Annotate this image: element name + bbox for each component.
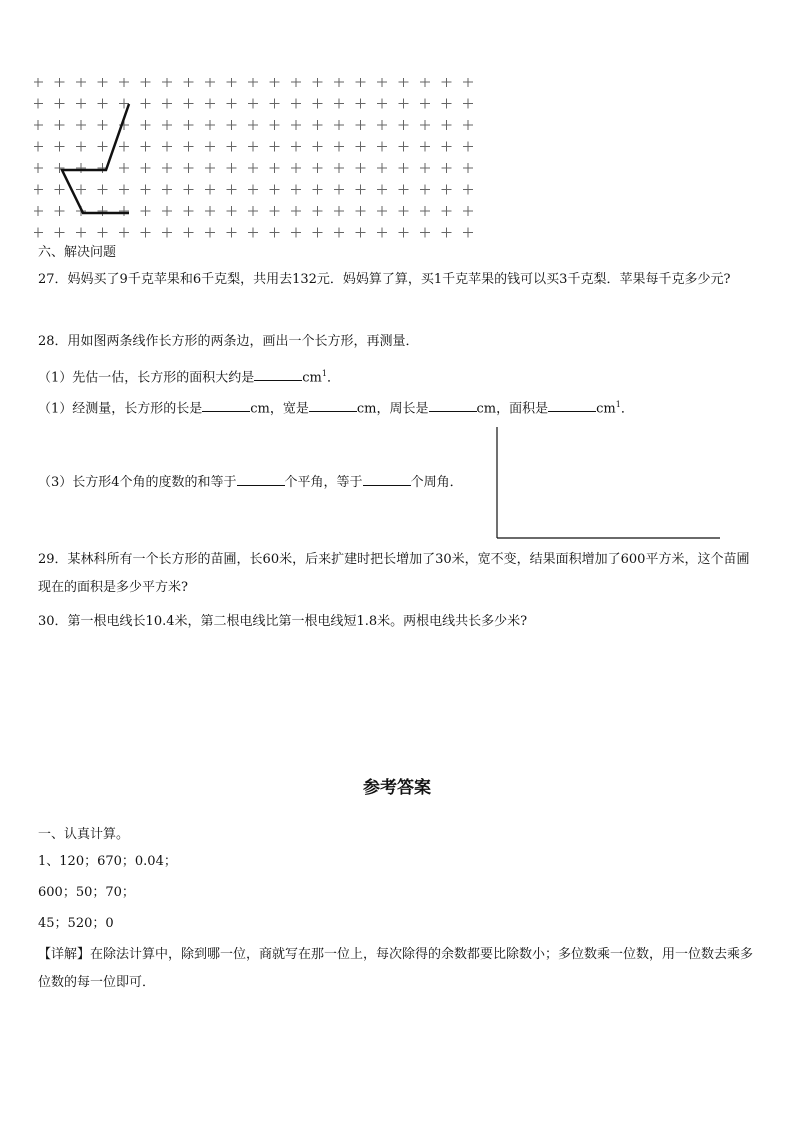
q28-p3-mid: 个平角，等于 [284,475,363,490]
q28-p2-len: cm，宽是 [250,401,309,417]
answer-line-2: 600；50；70； [38,885,135,900]
q28-p1-unit: cm [302,370,322,386]
question-28-part3 [38,473,463,492]
answers-section-1: 一、认真计算。 [38,827,130,842]
answer-blank[interactable] [202,399,250,412]
q28-p1-end: ． [326,370,340,386]
corner-lines-figure [496,425,726,543]
answer-blank[interactable] [548,399,596,412]
answers-title: 参考答案 [363,778,431,798]
grid-figure [34,78,484,240]
question-30: 30．第一根电线长10.4米，第二根电线比第一根电线短1.8米。两根电线共长多少米? [38,614,528,629]
q28-p1-text: （1）先估一估，长方形的面积大约是 [38,370,255,386]
section-heading: 六、解决问题 [38,245,117,260]
answer-blank[interactable] [309,399,357,412]
q28-p2-text: （1）经测量，长方形的长是 [38,401,203,417]
question-27: 27．妈妈买了9千克苹果和6千克梨，共用去132元．妈妈算了算，买1千克苹果的钱可以买3千克梨．苹果每千克多少元? [38,272,731,287]
q28-p3-end: 个周角． [410,475,463,490]
q28-p1-sup: 1 [321,369,327,378]
question-28-part1 [38,365,340,387]
question-28-stem: 28．用如图两条线作长方形的两条边，画出一个长方形，再测量． [38,334,419,349]
answer-line-1: 1、120；670；0.04； [38,854,177,869]
answer-blank[interactable] [254,368,302,381]
question-29: 29．某林科所有一个长方形的苗圃，长60米，后来扩建时把长增加了30米，宽不变，结果面积增加了600平方米，这个苗圃现在的面积是多少平方米? [38,552,750,595]
answer-blank[interactable] [429,399,477,412]
answer-detail: 【详解】在除法计算中，除到哪一位，商就写在那一位上，每次除得的余数都要比除数小；多位数乘一位数，用一位数去乘多位数的每一位即可． [38,947,754,990]
q28-p2-end: ． [620,401,634,417]
q28-p2-wid: cm，周长是 [356,401,429,417]
q28-p2-per: cm，面积是 [476,401,549,417]
q28-p3-text: （3）长方形4个角的度数的和等于 [38,475,237,490]
answer-line-3: 45；520；0 [38,916,114,931]
figure-line [62,104,129,213]
question-28-part2 [38,396,634,418]
answer-blank[interactable] [237,473,285,486]
answer-blank[interactable] [363,473,411,486]
q28-p2-sup: 1 [615,400,621,409]
q28-p2-area: cm [596,401,616,417]
